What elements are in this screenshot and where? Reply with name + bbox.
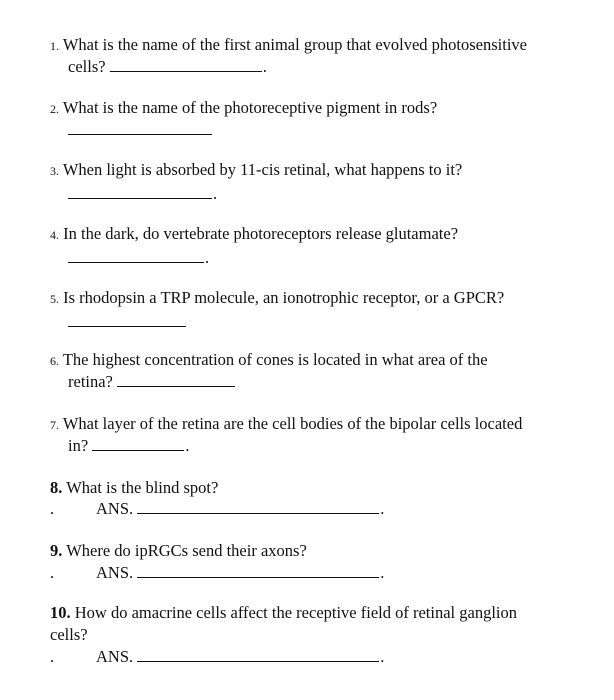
trailing-period: . bbox=[185, 436, 190, 455]
answer-blank[interactable] bbox=[68, 312, 186, 327]
answer-blank[interactable] bbox=[68, 248, 204, 263]
question-text-cont: retina? bbox=[68, 372, 113, 391]
question-number: 3. bbox=[50, 164, 59, 178]
leading-dot: . bbox=[50, 499, 55, 518]
question-number: 2. bbox=[50, 102, 59, 116]
question-text: What is the blind spot? bbox=[66, 478, 219, 497]
question-text: Is rhodopsin a TRP molecule, an ionotrophic receptor, or a GPCR? bbox=[63, 288, 505, 307]
question-number: 7. bbox=[50, 418, 59, 432]
question-number: 8. bbox=[50, 478, 63, 497]
question-text: The highest concentration of cones is located in what area of the bbox=[62, 350, 488, 369]
question-number: 4. bbox=[50, 228, 59, 242]
question-text: When light is absorbed by 11-cis retinal, what happens to it? bbox=[62, 160, 463, 179]
question-number: 6. bbox=[50, 354, 59, 368]
question-number: 9. bbox=[50, 541, 63, 560]
answer-blank[interactable] bbox=[68, 120, 212, 135]
answer-blank[interactable] bbox=[137, 563, 379, 578]
trailing-period: . bbox=[380, 499, 385, 518]
question-text: What is the name of the photoreceptive pigment in rods? bbox=[62, 98, 438, 117]
answer-blank[interactable] bbox=[92, 436, 184, 451]
question-text: In the dark, do vertebrate photoreceptors release glutamate? bbox=[63, 224, 459, 243]
answer-blank[interactable] bbox=[110, 57, 262, 72]
answer-blank[interactable] bbox=[137, 647, 379, 662]
trailing-period: . bbox=[262, 57, 267, 76]
trailing-period: . bbox=[213, 184, 218, 203]
question-text: What is the name of the first animal group that evolved photosensitive bbox=[62, 35, 528, 54]
question-text: Where do ipRGCs send their axons? bbox=[66, 541, 307, 560]
question-text-cont: in? bbox=[68, 436, 89, 455]
question-text: What layer of the retina are the cell bodies of the bipolar cells located bbox=[62, 414, 523, 433]
question-number: 1. bbox=[50, 39, 59, 53]
answer-blank[interactable] bbox=[68, 184, 212, 199]
ans-label: ANS. bbox=[96, 647, 134, 666]
question-number: 5. bbox=[50, 292, 59, 306]
ans-label: ANS. bbox=[96, 499, 134, 518]
question-number: 10. bbox=[50, 603, 71, 622]
trailing-period: . bbox=[380, 647, 385, 666]
leading-dot: . bbox=[50, 647, 55, 666]
trailing-period: . bbox=[380, 563, 385, 582]
question-text-cont: cells? bbox=[50, 625, 88, 644]
question-text: How do amacrine cells affect the receptive field of retinal ganglion bbox=[74, 603, 518, 622]
ans-label: ANS. bbox=[96, 563, 134, 582]
leading-dot: . bbox=[50, 563, 55, 582]
answer-blank[interactable] bbox=[117, 372, 235, 387]
trailing-period: . bbox=[205, 248, 210, 267]
answer-blank[interactable] bbox=[137, 499, 379, 514]
question-text-cont: cells? bbox=[68, 57, 106, 76]
